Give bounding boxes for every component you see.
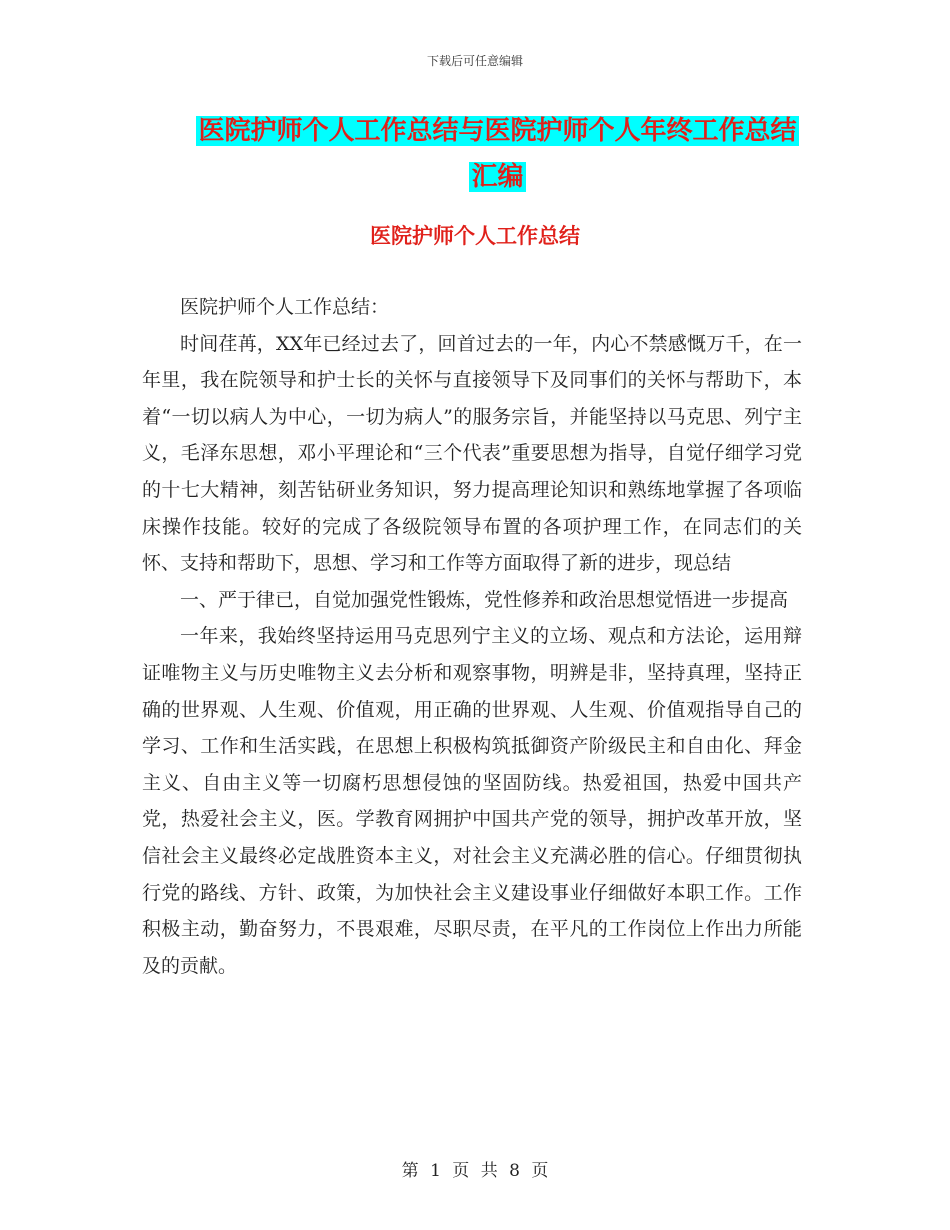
paragraph: 一年来，我始终坚持运用马克思列宁主义的立场、观点和方法论，运用辩证唯物主义与历史唯物主义去分析和观察事物，明辨是非，坚持真理，坚持正确的世界观、人生观、价值观，用正确的世界观、人生观、价值观指导自己的学习、工作和生活实践，在思想上积极构筑抵御资产阶级民主和自由化、拜金主义、自由主义等一切腐朽思想侵蚀的坚固防线。热爱祖国，热爱中国共产党，热爱社会主义，医。学教育网拥护中国共产党的领导，拥护改革开放，坚信社会主义最终必定战胜资本主义，对社会主义充满必胜的信心。仔细贯彻执行党的路线、方针、政策，为加快社会主义建设事业仔细做好本职工作。工作积极主动，勤奋努力，不畏艰难，尽职尽责，在平凡的工作岗位上作出力所能及的贡献。 — [142, 625, 802, 977]
page-number: 第 1 页 共 8 页 — [401, 1161, 549, 1181]
section-title: 医院护师个人工作总结 — [370, 224, 580, 248]
paragraph: 一、严于律已，自觉加强党性锻炼，党性修养和政治思想觉悟进一步提高 — [180, 588, 789, 611]
paragraph: 医院护师个人工作总结： — [180, 296, 390, 318]
paragraph: 时间荏苒，XX年已经过去了，回首过去的一年，内心不禁感慨万千，在一年里，我在院领导和护士长的关怀与直接领导下及同事们的关怀与帮助下，本着“一切以病人为中心，一切为病人”的服务宗旨，并能坚持以马克思、列宁主义，毛泽东思想，邓小平理论和“三个代表”重要思想为指导，自觉仔细学习党的十七大精神，刻苦钻研业务知识，努力提高理论知识和熟练地掌握了各项临床操作技能。较好的完成了各级院领导布置的各项护理工作，在同志们的关怀、支持和帮助下，思想、学习和工作等方面取得了新的进步，现总结 — [142, 332, 802, 575]
title-line-2: 汇编 — [471, 162, 524, 192]
header-note: 下载后可任意编辑 — [426, 54, 523, 68]
document-title — [190, 108, 805, 200]
body-text — [142, 289, 802, 984]
title-line-1: 医院护师个人工作总结与医院护师个人年终工作总结 — [198, 116, 797, 146]
